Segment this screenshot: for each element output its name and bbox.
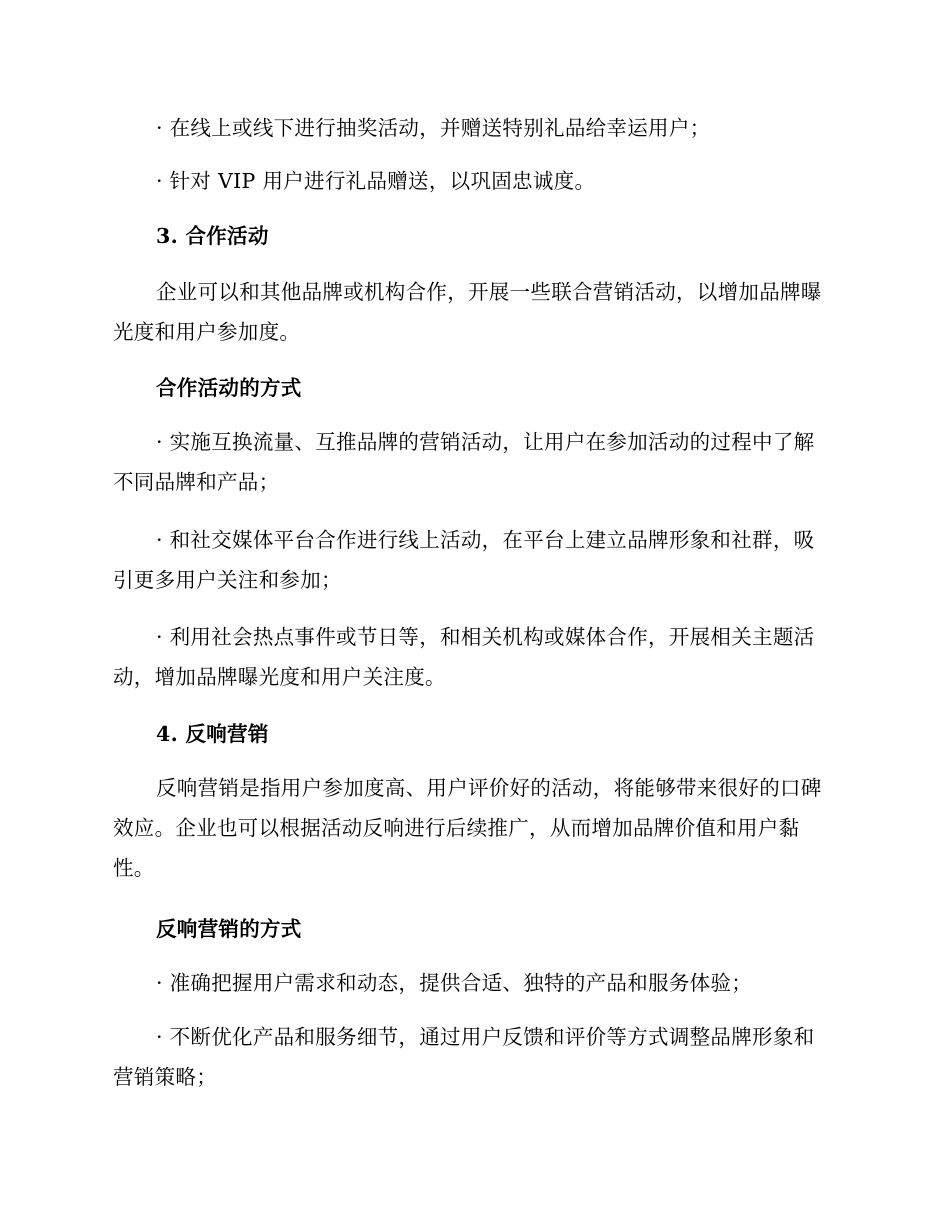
bullet-hot-events: · 利用社会热点事件或节日等，和相关机构或媒体合作，开展相关主题活动，增加品牌曝光度和用户关注度。: [113, 625, 815, 689]
subheading-cooperation-methods: 合作活动的方式: [156, 376, 302, 400]
bullet-user-needs: · 准确把握用户需求和动态，提供合适、独特的产品和服务体验；: [156, 971, 753, 995]
section-heading-cooperation: 3. 合作活动: [156, 224, 269, 248]
bullet-vip-gifts: · 针对 VIP 用户进行礼品赠送，以巩固忠诚度。: [156, 169, 596, 193]
bullet-social-media: · 和社交媒体平台合作进行线上活动，在平台上建立品牌形象和社群，吸引更多用户关注和参加；: [113, 528, 815, 592]
bullet-optimize-details: · 不断优化产品和服务细节，通过用户反馈和评价等方式调整品牌形象和营销策略；: [113, 1025, 815, 1089]
bullet-lottery: · 在线上或线下进行抽奖活动，并赠送特别礼品给幸运用户；: [156, 116, 711, 140]
section-heading-response-marketing: 4. 反响营销: [156, 722, 269, 746]
bullet-traffic-exchange: · 实施互换流量、互推品牌的营销活动，让用户在参加活动的过程中了解不同品牌和产品；: [113, 430, 815, 494]
paragraph-cooperation: 企业可以和其他品牌或机构合作，开展一些联合营销活动，以增加品牌曝光度和用户参加度。: [113, 280, 822, 344]
subheading-response-methods: 反响营销的方式: [156, 917, 302, 941]
paragraph-response-marketing: 反响营销是指用户参加度高、用户评价好的活动，将能够带来很好的口碑效应。企业也可以根据活动反响进行后续推广，从而增加品牌价值和用户黏性。: [113, 776, 822, 880]
